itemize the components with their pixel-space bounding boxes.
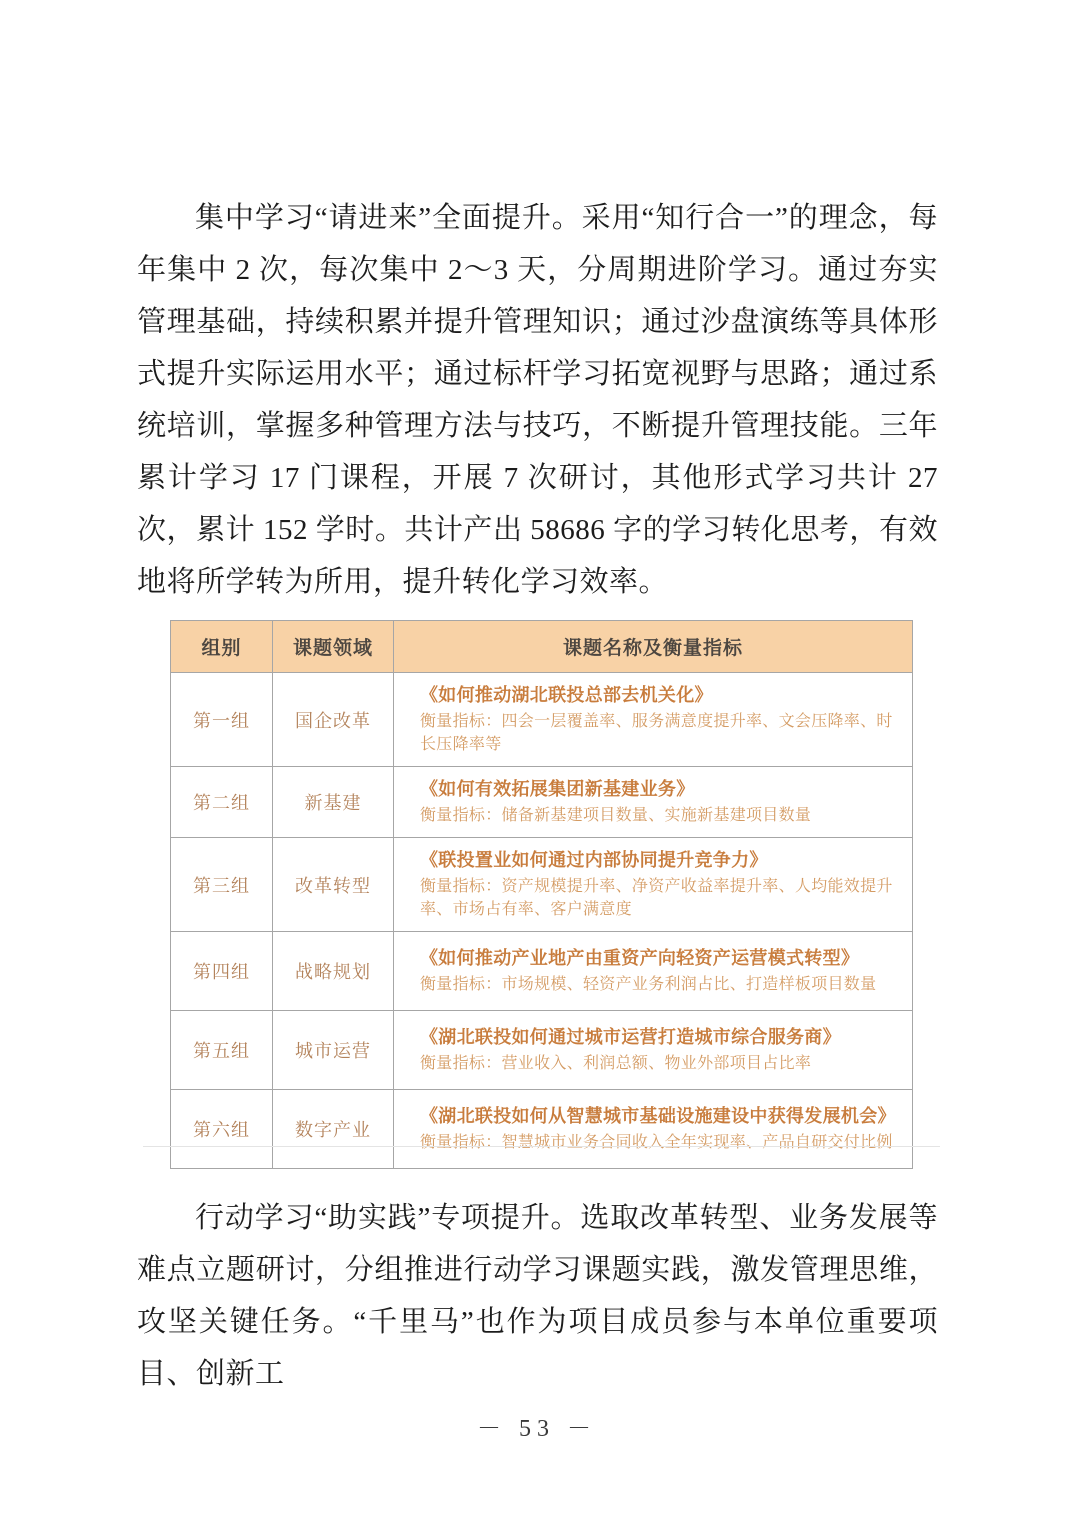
topic-metrics: 衡量指标：营业收入、利润总额、物业外部项目占比率 (420, 1055, 812, 1072)
area-cell: 战略规划 (273, 932, 394, 1011)
table-bottom-shadow-line (143, 1146, 940, 1147)
topic-cell (394, 932, 913, 1011)
table-row (171, 673, 913, 767)
area-cell: 改革转型 (273, 838, 394, 932)
group-cell: 第三组 (171, 838, 273, 932)
topic-metrics: 衡量指标：储备新基建项目数量、实施新基建项目数量 (420, 807, 812, 824)
topic-metrics: 衡量指标：资产规模提升率、净资产收益率提升率、人均能效提升率、市场占有率、客户满意度 (420, 878, 893, 918)
paragraph-action-learning: 行动学习“助实践”专项提升。选取改革转型、业务发展等难点立题研讨，分组推进行动学习课题实践，激发管理思维，攻坚关键任务。“千里马”也作为项目成员参与本单位重要项目、创新工 (137, 1202, 938, 1390)
group-cell: 第六组 (171, 1090, 273, 1169)
topic-title: 《湖北联投如何通过城市运营打造城市综合服务商》 (420, 1027, 841, 1047)
table-row (171, 932, 913, 1011)
paragraph-centralized-learning: 集中学习“请进来”全面提升。采用“知行合一”的理念，每年集中 2 次，每次集中 2～3 天，分周期进阶学习。通过夯实管理基础，持续积累并提升管理知识；通过沙盘演练等具体形式提升实际运用水平；通过标杆学习拓宽视野与思路；通过系统培训，掌握多种管理方法与技巧，不断提升管理技能。三年累计学习 17 门课程，开展 7 次研讨，其他形式学习共计 27 次，累计 152 学时。共计产出 58686 字的学习转化思考，有效地将所学转为所用，提升转化学习效率。 (137, 202, 938, 598)
topics-table (170, 620, 913, 1169)
area-cell: 国企改革 (273, 673, 394, 767)
table-row (171, 1011, 913, 1090)
topic-title: 《如何推动湖北联投总部去机关化》 (420, 685, 713, 705)
topic-title: 《湖北联投如何从智慧城市基础设施建设中获得发展机会》 (420, 1106, 896, 1126)
topic-cell (394, 673, 913, 767)
topic-title: 《如何有效拓展集团新基建业务》 (420, 779, 695, 799)
area-cell: 新基建 (273, 767, 394, 838)
page-number: － 53 － (477, 1416, 597, 1442)
topic-title: 《如何推动产业地产由重资产向轻资产运营模式转型》 (420, 948, 860, 968)
topic-cell (394, 767, 913, 838)
topic-title: 《联投置业如何通过内部协同提升竞争力》 (420, 850, 768, 870)
header-group: 组别 (171, 621, 273, 673)
area-cell: 数字产业 (273, 1090, 394, 1169)
table-row (171, 767, 913, 838)
topic-metrics: 衡量指标：智慧城市业务合同收入全年实现率、产品自研交付比例 (420, 1134, 893, 1151)
header-area: 课题领域 (273, 621, 394, 673)
group-cell: 第二组 (171, 767, 273, 838)
header-topic: 课题名称及衡量指标 (394, 621, 913, 673)
group-cell: 第四组 (171, 932, 273, 1011)
topic-metrics: 衡量指标：市场规模、轻资产业务利润占比、打造样板项目数量 (420, 976, 877, 993)
topic-metrics: 衡量指标：四会一层覆盖率、服务满意度提升率、文会压降率、时长压降率等 (420, 713, 893, 753)
topic-cell (394, 838, 913, 932)
topic-cell (394, 1090, 913, 1169)
table-row (171, 1090, 913, 1169)
group-cell: 第一组 (171, 673, 273, 767)
topic-cell (394, 1011, 913, 1090)
area-cell: 城市运营 (273, 1011, 394, 1090)
table-header-row (171, 621, 913, 673)
topics-table-container (170, 620, 913, 1169)
group-cell: 第五组 (171, 1011, 273, 1090)
table-row (171, 838, 913, 932)
